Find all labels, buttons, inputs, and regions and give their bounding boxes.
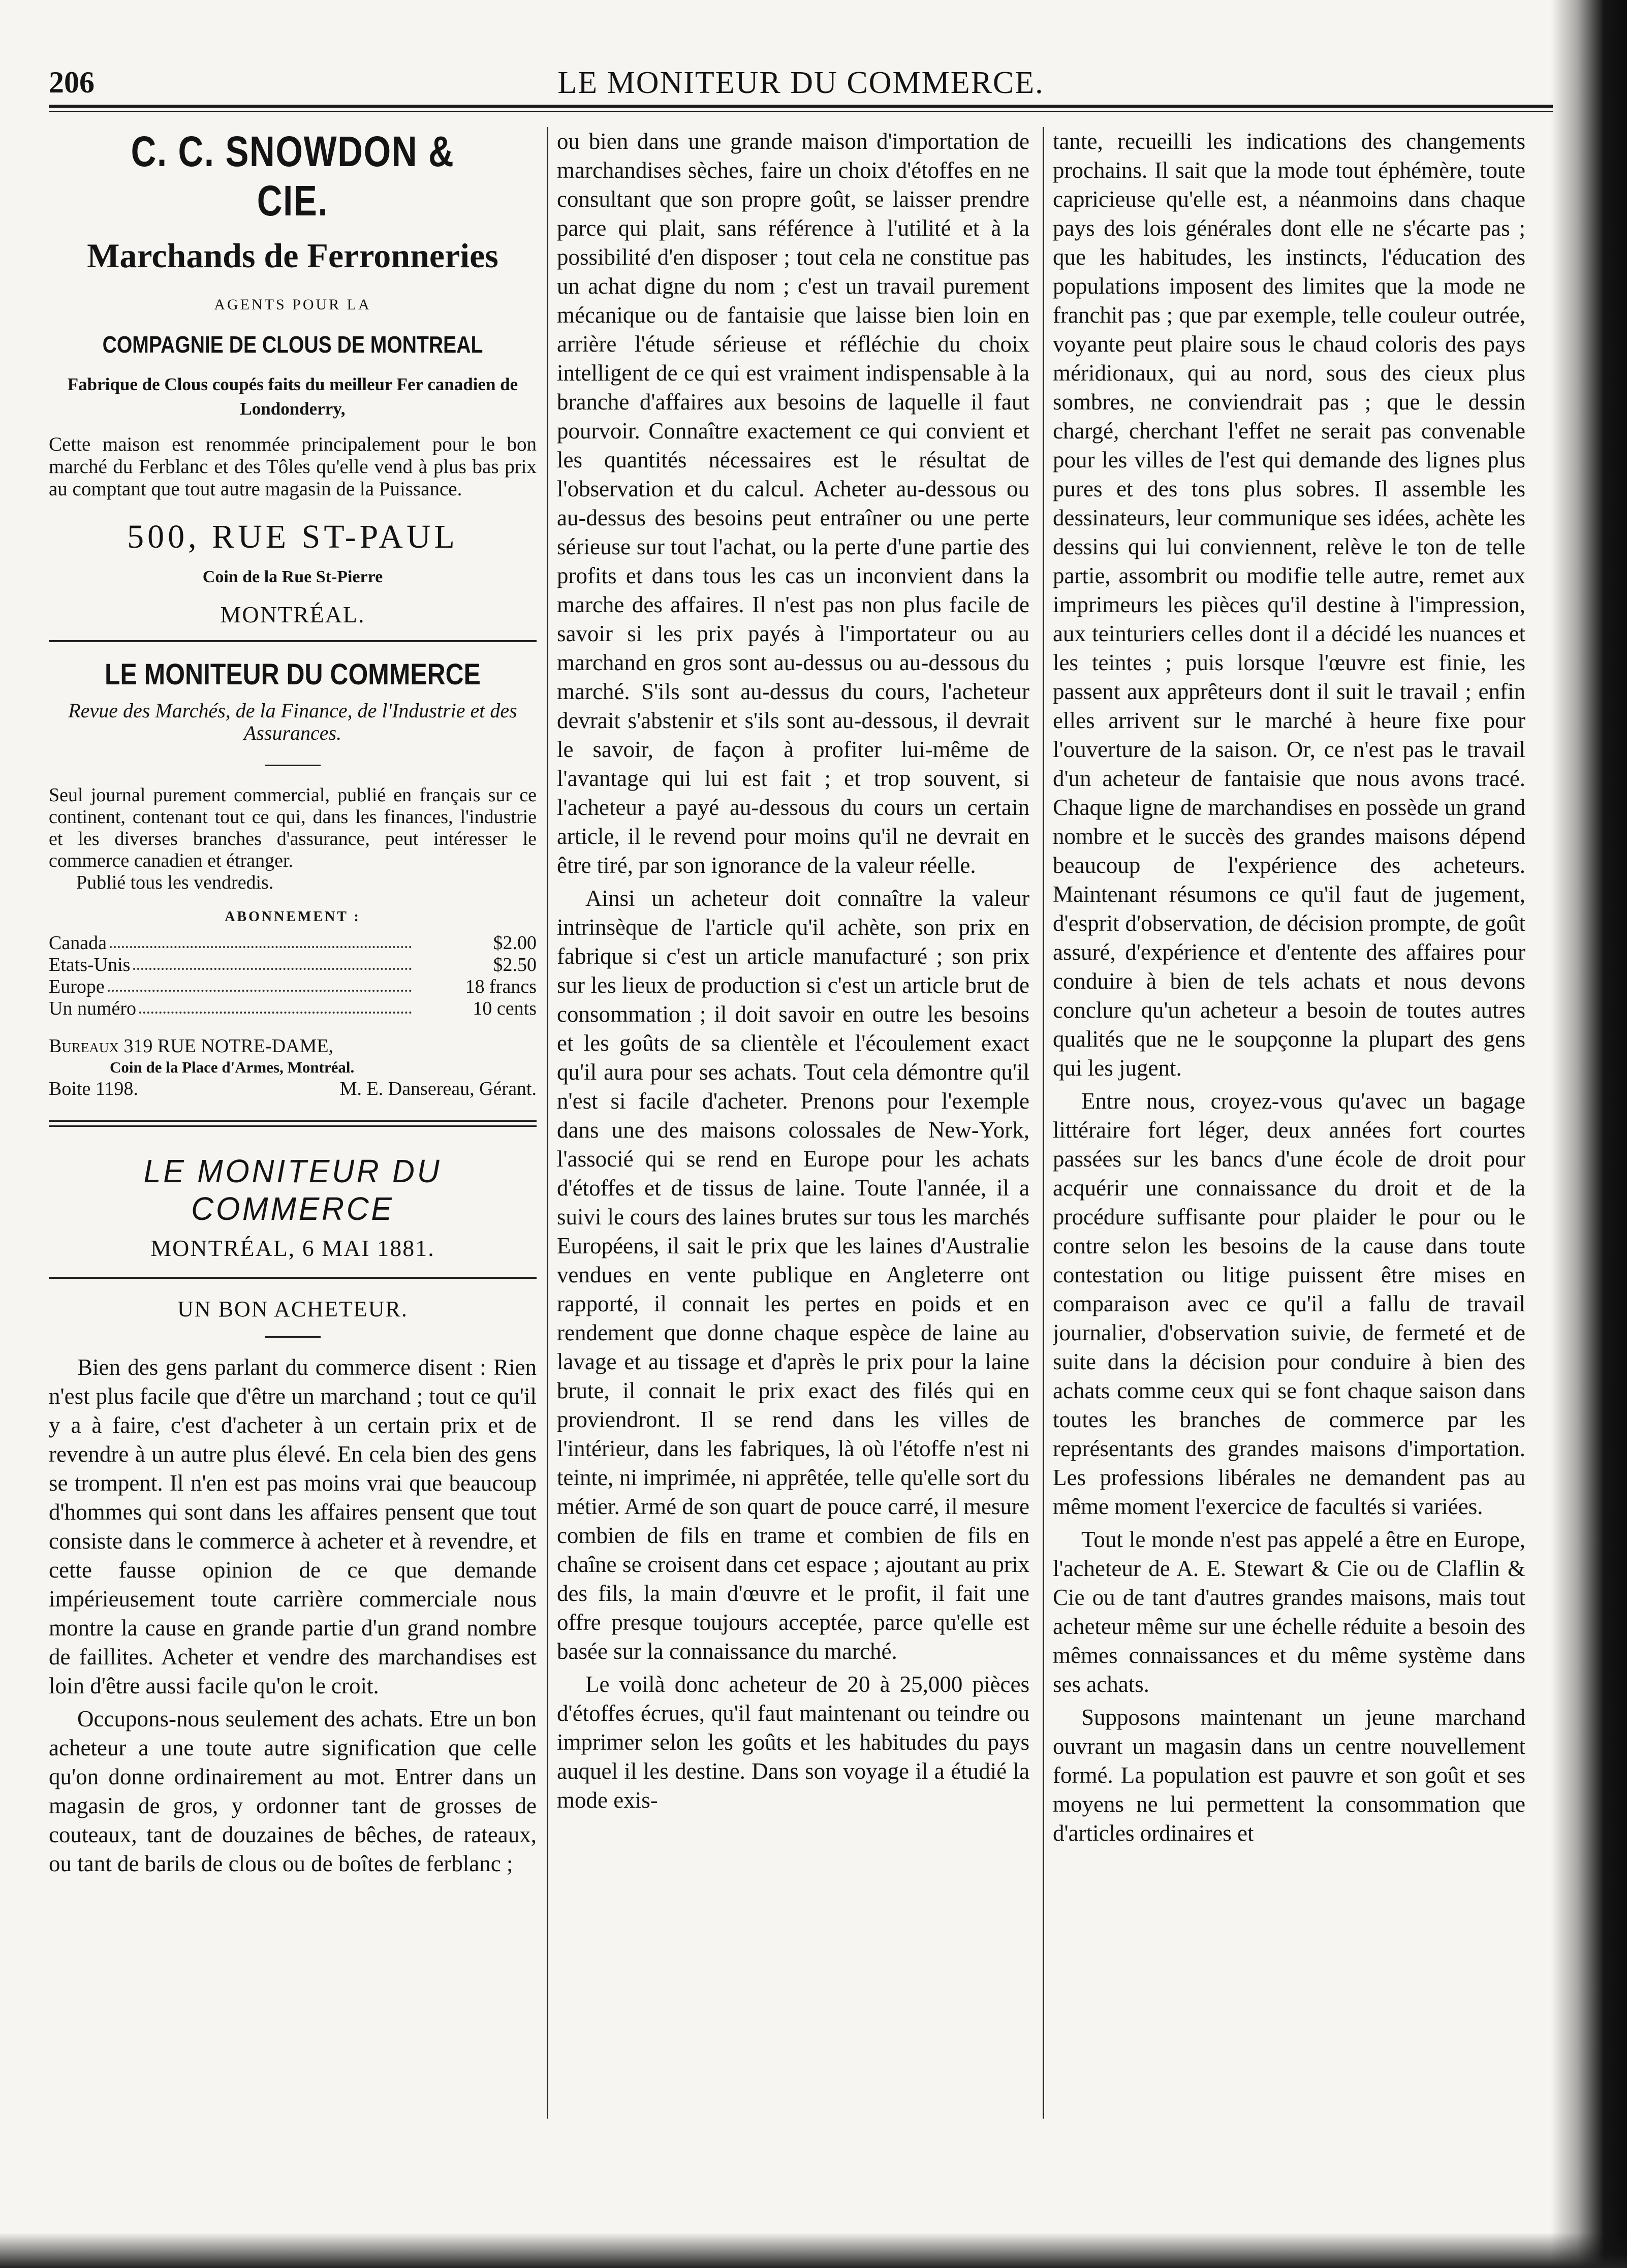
subscription-list — [49, 932, 537, 1020]
moniteur-box-subtitle: Revue des Marchés, de la Finance, de l'Industrie et des Assurances. — [68, 699, 517, 744]
price-label: Etats-Unis — [49, 954, 131, 975]
advert-city: MONTRÉAL. — [220, 602, 365, 627]
subscription-heading: ABONNEMENT : — [225, 909, 361, 925]
bureaux-line — [49, 1035, 537, 1057]
price-row — [49, 932, 537, 954]
gerant-name: M. E. Dansereau, Gérant. — [339, 1078, 537, 1099]
column-rule — [547, 127, 548, 2119]
article-paragraph: Occupons-nous seulement des achats. Etre un bon acheteur a une toute autre signification que celle qu'on donne ordinairement au mot. Entrer dans un magasin de gros, y ordonner tant de grosses de couteaux, tant de douzaines de bêches, de rateaux, ou tant de barils de clous ou de boîtes de ferblanc ; — [49, 1706, 537, 1876]
leader-dots — [133, 954, 412, 970]
advert-subtitle: Marchands de Ferronneries — [87, 236, 498, 275]
page-number: 206 — [49, 66, 95, 99]
masthead-dateline: MONTRÉAL, 6 MAI 1881. — [150, 1235, 435, 1261]
leader-dots — [110, 932, 412, 948]
masthead-title: LE MONITEUR DU COMMERCE — [143, 1153, 442, 1227]
price-row — [49, 998, 537, 1020]
article-paragraph: ou bien dans une grande maison d'importation de marchandises sèches, faire un choix d'étoffes en ne consultant que son propre goût, se laisser prendre parce qui plait, sans référence à l'utilité et à la possibilité d'en disposer ; tout cela ne constitue pas un achat digne du nom ; c'est un travail purement mécanique ou de fantaisie que laisse bien loin en arrière l'étude sérieuse et réfléchie du choix intelligent de ce qui est vraiment indispensable à la branche d'affaires aux besoins de laquelle il faut pourvoir. Connaître exactement ce qui convient et les quantités nécessaires est le résultat de l'observation et du calcul. Acheter au-dessous ou au-dessus des besoins peut entraîner ou une perte sérieuse sur tout l'achat, ou la perte d'une partie des profits et dans tous les cas un inconvient dans la marche des affaires. Il n'est pas non plus facile de savoir si les prix payés à l'importateur ou au marchand en gros sont au-dessus ou au-dessous du marché. S'ils sont au-dessus du cours, l'acheteur devrait s'abstenir et s'ils sont au-dessous, il devrait le savoir, de façon à profiter lui-même de l'avantage qui lui est fait ; et trop souvent, si l'acheteur a payé au-dessous du cours un certain article, il le revend pour moins qu'il ne devrait en être tiré, par son ignorance de la valeur réelle. — [557, 129, 1029, 878]
bureaux-corner: Coin de la Place d'Armes, Montréal. — [110, 1058, 355, 1076]
article-paragraph: Ainsi un acheteur doit connaître la valeur intrinsèque de l'article qu'il achète, son prix en fabrique si c'est un article manufacturé ; son prix sur les lieux de production si c'est un article brut de consommation ; il doit savoir en outre les besoins et les goûts de sa clientèle et l'écoulement exact qu'il aura pour ses achats. Tout cela démontre qu'il n'est si facile d'acheter. Prenons pour l'exemple dans une des maisons colossales de New-York, l'associé qui se rend en Europe pour les achats d'étoffes et de tissus de laine. Toute l'année, il a suivi le cours des laines brutes sur tous les marchés Européens, il sait le prix que les laines d'Australie vendues en vente publique en Angleterre ont rapporté, il connait les pertes en poids et en rendement que donne chaque espèce de laine au lavage et au tissage et d'après le prix pour la laine brute, il connait le prix exact des filés qui en proviendront. Il se rend dans les villes de l'intérieur, dans les fabriques, là où l'étoffe n'est ni teinte, ni imprimée, ni apprêtée, telle qu'elle sort du métier. Armé de son quart de pouce carré, il mesure combien de fils en trame et combien de fils en chaîne se croisent dans cet espace ; ajoutant au prix des fils, la main d'œuvre et le profit, il fait une offre presque toujours acceptée, parce qu'elle est basée sur la connaissance du marché. — [557, 886, 1029, 1664]
scan-bottom-edge — [0, 2232, 1627, 2268]
section-rule — [49, 1120, 537, 1127]
column-1 — [49, 127, 537, 2159]
column-rule — [1043, 127, 1044, 2119]
advert-address: 500, RUE ST-PAUL — [127, 518, 458, 555]
price-value: $2.00 — [493, 932, 537, 954]
leader-dots — [139, 998, 412, 1014]
advert-corner: Coin de la Rue St-Pierre — [202, 568, 383, 586]
section-rule — [49, 640, 537, 642]
short-rule — [265, 765, 321, 766]
boite-number: Boite 1198. — [49, 1078, 138, 1099]
advert-company: COMPAGNIE DE CLOUS DE MONTREAL — [102, 331, 483, 358]
short-rule — [265, 1336, 321, 1338]
article-body-col1 — [49, 1353, 537, 1878]
article-paragraph: Le voilà donc acheteur de 20 à 25,000 pièces d'étoffes écrues, qu'il faut maintenant ou teindre ou imprimer selon les goûts et les habitudes du pays auquel il les destine. Dans son voyage il a étudié la mode exis- — [557, 1672, 1029, 1813]
moniteur-box-published: Publié tous les vendredis. — [76, 872, 274, 893]
price-label: Canada — [49, 932, 107, 954]
article-paragraph: Bien des gens parlant du commerce disent : Rien n'est plus facile que d'être un marchand ; tout ce qu'il y a à faire, c'est d'acheter à un certain prix et de revendre à un autre plus élevé. En cela bien des gens se trompent. Il n'en est pas moins vrai que beaucoup d'hommes qui sont dans les affaires pensent que tout consiste dans le commerce à acheter et à revendre, et cette fausse opinion de ce que demande impérieusement toute carrière commerciale nous montre la cause en grande partie d'un grand nombre de faillites. Acheter et vendre des marchandises est loin d'être aussi facile qu'on le croit. — [49, 1354, 537, 1698]
running-title: LE MONITEUR DU COMMERCE. — [557, 66, 1044, 100]
advert-name: C. C. SNOWDON & CIE. — [131, 128, 455, 225]
leader-dots — [108, 976, 412, 992]
column-3 — [1053, 127, 1525, 2119]
advert-agents-label: AGENTS POUR LA — [214, 296, 371, 313]
article-paragraph: Tout le monde n'est pas appelé a être en Europe, l'acheteur de A. E. Stewart & Cie ou de Claflin & Cie ou de tant d'autres grandes maisons, mais tout acheteur même sur une échelle réduite a besoin des mêmes connaissances et du même système dans ses achats. — [1053, 1527, 1525, 1697]
article-paragraph: tante, recueilli les indications des changements prochains. Il sait que la mode tout éphémère, toute capricieuse qu'elle est, a néanmoins dans chaque pays des lois générales dont elle ne s'écarte pas ; que les habitudes, les instincts, l'éducation des populations imposent des limites que la mode ne franchit pas ; que par exemple, telle couleur outrée, voyante peut plaire sous le chaud coloris des pays méridionaux, qui au nord, sous des cieux plus sombres, ne conviendrait pas ; que le dessin chargé, cherchant l'effet ne serait pas convenable pour les villes de l'est qui demande des lignes plus pures et des tons plus sobres. Il assemble les dessinateurs, leur communique ses idées, achète les dessins qui lui conviennent, relève le ton de telle partie, assombrit ou modifie telle autre, remet aux imprimeurs les pièces qu'il destine à l'impression, aux teinturiers celles dont il a décidé les nuances et les teintes ; puis lorsque l'œuvre est finie, les passent aux apprêteurs dont il suit le travail ; enfin elles arrivent sur le marché à heure fixe pour l'ouverture de la saison. Or, ce n'est pas le travail d'un acheteur de fantaisie que nous avons tracé. Chaque ligne de marchandises en possède un grand nombre et le succès des grandes maisons dépend beaucoup de l'expérience des acheteurs. Maintenant résumons ce qu'il faut de jugement, d'esprit d'observation, de décision prompte, de goût assuré, d'expérience et d'entente des affaires pour conduire à bien de tels achats et nous devons conclure qu'un acheteur a besoin de toutes autres qualités que ne le soupçonne la plupart des gens qui les jugent. — [1053, 129, 1525, 1081]
advert-description: Cette maison est renommée principalement pour le bon marché du Ferblanc et des Tôles qu'elle vend à plus bas prix au comptant que tout autre magasin de la Puissance. — [49, 433, 537, 500]
moniteur-box-title: LE MONITEUR DU COMMERCE — [105, 658, 481, 691]
header-rule — [49, 105, 1553, 112]
section-rule — [49, 1277, 537, 1279]
price-label: Un numéro — [49, 998, 137, 1019]
page-header — [49, 65, 1553, 102]
bureaux-address: 319 RUE NOTRE-DAME, — [123, 1035, 334, 1057]
price-label: Europe — [49, 976, 105, 997]
article-paragraph: Entre nous, croyez-vous qu'avec un bagage littéraire fort léger, deux années fort courtes passées sur les bancs d'une école de droit pour acquérir une connaissance du droit et de la procédure suffisante pour plaider le pour ou le contre selon les besoins de la cause dans toute contestation ou litige puissent être mises en comparaison avec ce qu'il a fallu de travail journalier, d'observation suivie, de fermeté et de suite dans la décision pour conduire à bien des achats comme ceux qui se font chaque saison dans toutes les branches de commerce par les représentants des grandes maisons d'importation. Les professions libérales ne demandent pas au même moment l'exercice de facultés si variées. — [1053, 1088, 1525, 1519]
article-title: UN BON ACHETEUR. — [177, 1297, 408, 1321]
column-2 — [557, 127, 1029, 2119]
bureaux-label: Bureaux — [49, 1035, 119, 1057]
moniteur-box-description: Seul journal purement commercial, publié en français sur ce continent, contenant tout ce qui, dans les finances, l'industrie et les diverses branches d'assurance, peut intéresser le commerce canadien et étranger. — [49, 784, 537, 871]
article-body-col3 — [1053, 127, 1525, 1848]
price-value: 10 cents — [473, 998, 537, 1019]
price-row — [49, 976, 537, 998]
bureaux-footer — [49, 1078, 537, 1100]
price-row — [49, 954, 537, 976]
article-body-col2 — [557, 127, 1029, 1815]
scan-dark-edge — [1551, 0, 1627, 2268]
price-value: $2.50 — [493, 954, 537, 975]
advert-fabrique: Fabrique de Clous coupés faits du meilleur Fer canadien de Londonderry, — [67, 374, 518, 419]
price-value: 18 francs — [465, 976, 537, 997]
article-paragraph: Supposons maintenant un jeune marchand ouvrant un magasin dans un centre nouvellement formé. La population est pauvre et son goût et ses moyens ne lui permettent la consommation que d'articles ordinaires et — [1053, 1705, 1525, 1846]
